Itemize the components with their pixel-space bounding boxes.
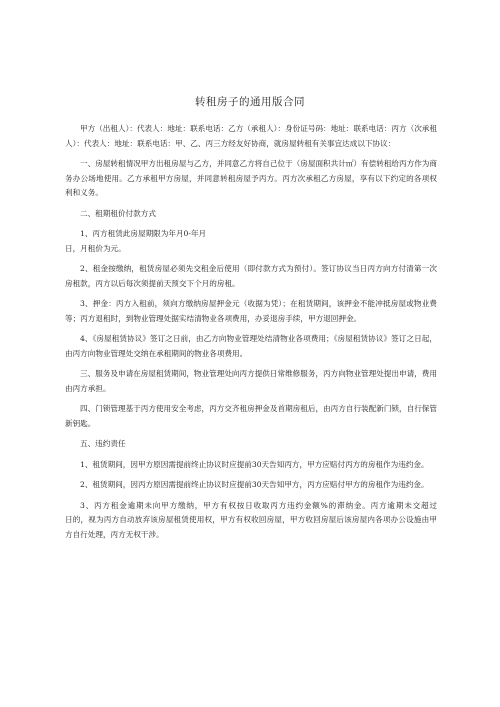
paragraph-breach-1: 1、租赁期间，因甲方原因需提前终止协议时应提前30天告知丙方，甲方应赔付丙方的房租作为违约金。 xyxy=(80,459,429,469)
heading-section-2: 二、租期租价付款方式 xyxy=(80,208,156,218)
document-body xyxy=(65,122,475,548)
paragraph-term-1: 1、丙方租赁此房屋期限为年月0-年月 xyxy=(80,229,207,238)
heading-section-5: 五、违约责任 xyxy=(80,439,126,448)
paragraph-parties: 甲方（出租人）：代表人：地址：联系电话：乙方（承租人）：身份证号码：地址：联系电话：丙方（次承租人）：代表人：地址：联系电话：甲、乙、丙三方经友好协商，就房屋转租有关事宜达成以下协议： xyxy=(65,124,437,148)
paragraph-term-4: 4、《房屋租赁协议》签订之日前，由乙方向物业管理处结清物业各项费用；《房屋租赁协议》签订之日起，由丙方向物业管理处交纳在承租期间的物业各项费用。 xyxy=(65,334,437,358)
paragraph-term-2: 2、租金按缴纳，租赁房屋必须先交租金后使用（即付款方式为预付）。签订协议当日丙方向方付清第一次房租款，丙方以后每次须提前天预交下个月的房租。 xyxy=(65,264,437,288)
paragraph-breach-2: 2、租赁期间，因丙方原因需提前终止协议时应提前30天告知甲方，丙方应赔付甲方的房租作为违约金。 xyxy=(80,480,429,489)
paragraph-section-4: 四、门锁管理基于丙方使用安全考虑，丙方交齐租房押金及首期房租后，由丙方自行装配新门锁，自行保管新钥匙。 xyxy=(65,404,437,428)
paragraph-breach-3: 3、丙方租金逾期未向甲方缴纳，甲方有权按日收取丙方违约金额%的滞纳金。丙方逾期未交超过 日的，视为丙方自动放弃该房屋租赁使用权，甲方有权收回房屋，甲方收回房屋后该房屋内各项办公设施由甲方自行处理，丙方无权干涉。 xyxy=(65,500,475,539)
paragraph-term-3: 3、押金：丙方入租前，须向方缴纳房屋押金元（收据为凭）；在租赁期间，该押金不能冲抵房屋或物业费等；丙方退租时，到物业管理处据实结清物业各项费用，办妥退房手续，甲方退回押金。 xyxy=(65,299,437,323)
paragraph-term-1-cont: 日，月租价为元。 xyxy=(65,243,126,253)
paragraph-section-3: 三、服务及申请在房屋租赁期间，物业管理处向丙方提供日常维修服务，丙方向物业管理处提出申请，费用由丙方承担。 xyxy=(65,369,437,393)
document-title: 转租房子的通用版合同 xyxy=(195,96,305,108)
paragraph-section-1: 一、房屋转租情况甲方出租房屋与乙方，并同意乙方将自己位于（房屋面积共计㎡）有偿转租给丙方作为商务办公场地使用。乙方承租甲方房屋，并同意转租房屋予丙方。丙方次承租乙方房屋，享有以下约定的各项权利和义务。 xyxy=(65,159,437,197)
